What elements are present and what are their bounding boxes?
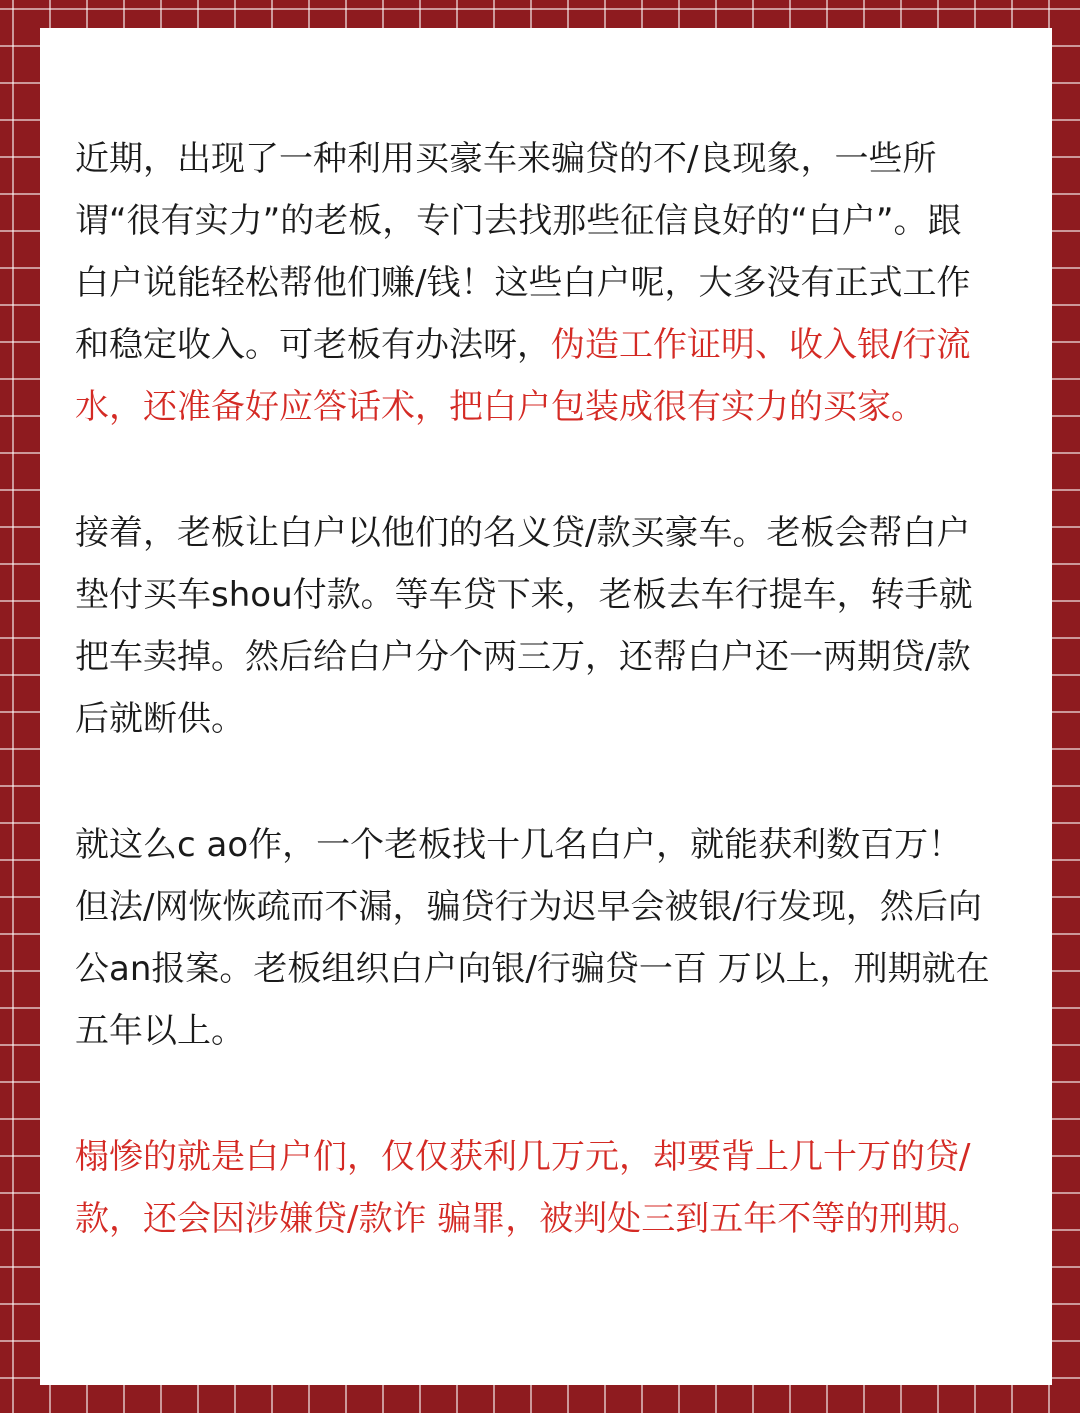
paragraph-4 (75, 1126, 990, 1250)
paragraph-1 (75, 128, 990, 438)
paragraph-2 (75, 502, 990, 750)
paragraph-3 (75, 814, 990, 1062)
paragraph-1-text: 近期，出现了一种利用买豪车来骗贷的不/良现象，一些所谓“很有实力”的老板，专门去找那些征信良好的“白户”。跟白户说能轻松帮他们赚/钱！这些白户呢，大多没有正式工作和稳定收入。可老板有办法呀， (75, 139, 971, 365)
paragraph-2-text: 接着，老板让白户以他们的名义贷/款买豪车。老板会帮白户垫付买车shou付款。等车贷下来，老板去车行提车，转手就把车卖掉。然后给白户分个两三万，还帮白户还一两期贷/款后就断供。 (75, 513, 973, 739)
paragraph-3-text: 就这么c ao作，一个老板找十几名白户，就能获利数百万！但法/网恢恢疏而不漏，骗贷行为迟早会被银/行发现，然后向公an报案。老板组织白户向银/行骗贷一百 万以上，刑期就在五年以上。 (75, 825, 990, 1051)
paragraph-1-highlight: 伪造工作证明、收入银/行流水，还准备好应答话术，把白户包装成很有实力的买家。 (75, 325, 971, 427)
paragraph-4-highlight: 榻惨的就是白户们，仅仅获利几万元，却要背上几十万的贷/款，还会因涉嫌贷/款诈 骗罪，被判处三到五年不等的刑期。 (75, 1137, 982, 1239)
article-card (40, 28, 1052, 1385)
